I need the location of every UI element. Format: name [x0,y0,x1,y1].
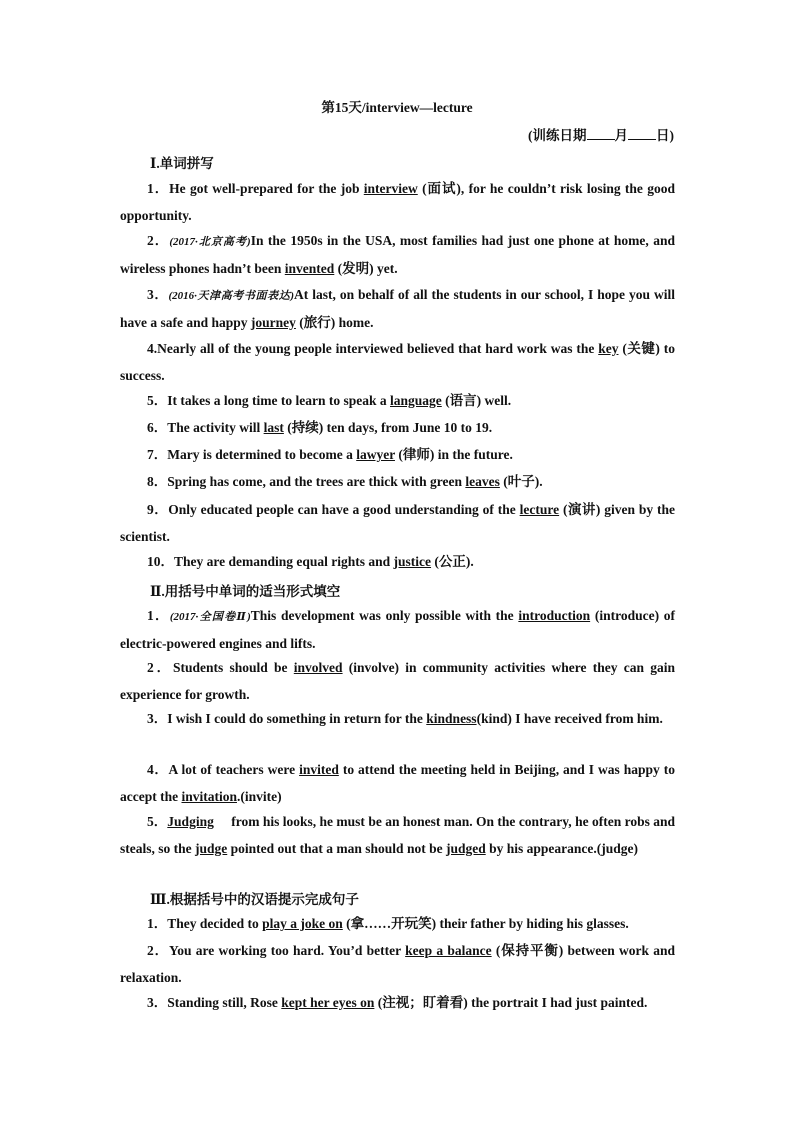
question-number: 8． [147,474,168,489]
question-number: 9． [147,502,169,517]
question-1-4 [120,336,675,389]
question-text: (旅行) home. [295,314,374,330]
answer-blank: invitation [181,788,237,804]
question-text: This development was only possible with the [250,608,519,623]
question-text: (面试), for he couldn’t risk losing the good opportunity. [120,181,675,223]
section-heading-1: Ⅰ.单词拼写 [150,156,214,171]
question-text: .(invite) [237,788,282,804]
answer-blank: invited [299,762,339,777]
question-1-9 [120,497,675,550]
question-source: (2017·北京高考) [169,236,251,248]
section-heading-2: Ⅱ.用括号中单词的适当形式填空 [150,584,341,599]
question-number: 10． [147,554,174,569]
answer-blank: leaves [465,474,500,489]
question-text: (关键) to success. [120,341,675,383]
date-label: (训练日期 [528,128,587,143]
question-number: 1． [147,916,168,931]
question-number: 3． [147,711,168,726]
answer-blank: judge [195,840,228,856]
question-3-2 [120,938,675,991]
question-text: Mary is determined to become a [167,447,357,462]
date-month-blank[interactable] [587,127,615,140]
question-number: 2． [147,233,170,248]
question-1-8 [120,469,675,496]
question-3-1 [120,911,675,938]
question-text: from his looks, he must be an honest man. On the contrary, he often robs and steals, so the [120,814,676,856]
question-text: pointed out that a man should not be [227,840,446,856]
question-number: 3． [147,995,168,1010]
question-number: 4． [147,762,169,777]
question-number: 2． [147,943,169,958]
question-number: 6． [147,420,168,435]
answer-blank: lecture [519,502,560,517]
date-month-label: 月 [614,128,628,143]
question-number: 2． [147,660,173,675]
question-text: A lot of teachers were [168,762,300,777]
question-text: Students should be [173,660,294,675]
question-text: You are working too hard. You’d better [169,943,406,958]
question-3-3 [120,990,675,1017]
question-text: (发明) yet. [334,260,398,276]
question-text: (演讲) given by the scientist. [120,502,676,544]
question-number: 1． [147,181,170,196]
answer-blank: last [263,420,284,435]
question-source: (2017·全国卷Ⅱ) [169,611,251,623]
question-text: (involve) in community activities where they can gain experience for growth. [120,660,675,702]
question-text: They are demanding equal rights and [174,554,394,569]
answer-blank: interview [363,181,418,196]
question-text: (公正). [431,554,474,569]
question-text: (语言) well. [441,393,512,408]
question-number: 5． [147,393,168,408]
answer-blank: journey [250,314,296,330]
question-text: It takes a long time to learn to speak a [167,393,390,408]
answer-blank: invented [284,260,335,276]
answer-blank: lawyer [356,447,395,462]
question-1-10 [120,549,675,576]
question-source: (2016·天津高考书面表达) [168,290,294,302]
question-text: (持续) ten days, from June 10 to 19. [283,420,493,435]
answer-blank: judged [445,840,486,856]
section-heading-3: Ⅲ.根据括号中的汉语提示完成句子 [150,892,359,907]
question-2-1 [120,603,675,657]
page-title: 第15天/interview—lecture [321,100,473,115]
question-text: (律师) in the future. [394,447,513,462]
question-text: (保持平衡) between work and relaxation. [120,943,675,985]
question-text: (叶子). [499,474,543,489]
answer-blank: key [598,341,619,356]
question-text: by his appearance.(judge) [485,840,638,856]
question-number: 4. [147,341,158,356]
answer-blank: kept her eyes on [281,995,375,1010]
question-text: Only educated people can have a good understanding of the [168,502,520,517]
question-text: (kind) I have received from him. [476,711,663,726]
question-number: 5． [147,814,168,829]
question-text: In the 1950s in the USA, most families had just one phone at home, and wireless phones hadn’t been [120,233,675,276]
question-2-4 [120,757,675,810]
question-text: He got well-prepared for the job [169,181,364,196]
question-1-5 [120,388,675,415]
question-1-2 [120,228,675,282]
question-2-2 [120,655,675,708]
question-number: 3． [147,287,169,302]
date-day-label: 日) [656,128,674,143]
answer-blank: involved [293,660,343,675]
question-text: They decided to [167,916,263,931]
question-2-3 [120,706,675,733]
question-text: Spring has come, and the trees are thick with green [167,474,466,489]
question-text: Standing still, Rose [167,995,282,1010]
training-date [528,124,674,144]
question-text: (拿……开玩笑) their father by hiding his glasses. [342,916,629,931]
answer-blank: introduction [518,608,591,623]
answer-blank: play a joke on [262,916,343,931]
question-1-6 [120,415,675,442]
question-1-7 [120,442,675,469]
question-number: 1． [147,608,170,623]
question-number: 7． [147,447,168,462]
question-1-1 [120,176,675,229]
answer-blank: kindness [426,711,477,726]
question-text: (注视；盯着看) the portrait I had just painted. [374,995,648,1010]
question-text: The activity will [167,420,264,435]
answer-blank: justice [393,554,432,569]
question-text: (introduce) of electric-powered engines and lifts. [120,608,675,651]
question-text: At last, on behalf of all the students in our school, I hope you will have a safe and happy [120,287,676,330]
date-day-blank[interactable] [628,127,656,140]
question-1-3 [120,282,675,336]
answer-blank: Judging [167,814,214,829]
answer-blank: keep a balance [405,943,492,958]
question-text: I wish I could do something in return for the [167,711,427,726]
question-2-5 [120,809,675,862]
question-text: Nearly all of the young people interviewed believed that hard work was the [157,341,599,356]
question-text: to attend the meeting held in Beijing, and I was happy to accept the [120,762,676,804]
answer-blank: language [390,393,442,408]
